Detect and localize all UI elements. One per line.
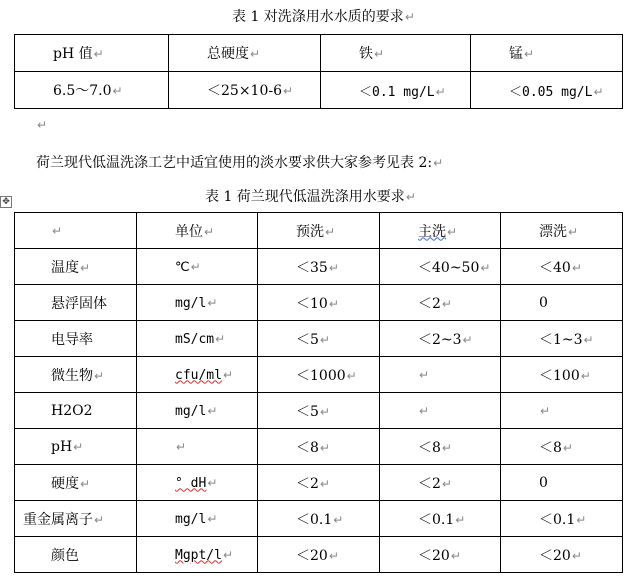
table-cell[interactable]: 0 bbox=[501, 465, 623, 501]
table-cell[interactable]: ＜2~3↵ bbox=[380, 321, 501, 357]
table-header-cell[interactable]: 总硬度↵ bbox=[169, 35, 321, 72]
table-header-cell[interactable]: 单位↵ bbox=[137, 213, 258, 249]
table-row bbox=[15, 35, 623, 72]
row-label-cell[interactable]: H2O2 bbox=[15, 393, 137, 429]
row-label-cell[interactable]: 电导率 bbox=[15, 321, 137, 357]
row-label-cell[interactable]: 微生物↵ bbox=[15, 357, 137, 393]
table-cell[interactable]: 0 bbox=[501, 285, 623, 321]
table-row bbox=[15, 213, 623, 249]
table-cell[interactable]: ＜8↵ bbox=[380, 429, 501, 465]
table-cell[interactable]: ＜0.1↵ bbox=[380, 501, 501, 537]
table-cell[interactable]: ＜2↵ bbox=[380, 285, 501, 321]
table-header-cell[interactable]: 主洗↵ bbox=[380, 213, 501, 249]
table-cell[interactable]: ＜25×10-6↵ bbox=[169, 72, 321, 109]
table-cell[interactable]: ℃↵ bbox=[137, 249, 258, 285]
row-label-cell[interactable]: pH↵ bbox=[15, 429, 137, 465]
table-cell[interactable]: ↵ bbox=[137, 429, 258, 465]
table-cell[interactable]: ＜35↵ bbox=[258, 249, 380, 285]
paragraph-mark-icon: ↵ bbox=[405, 190, 416, 204]
table-cell[interactable]: ＜0.1↵ bbox=[501, 501, 623, 537]
table-row bbox=[15, 357, 623, 393]
table-cell[interactable]: ＜2↵ bbox=[258, 465, 380, 501]
table-cell[interactable]: ＜20↵ bbox=[380, 537, 501, 573]
table-row bbox=[15, 537, 623, 573]
body-paragraph[interactable]: 荷兰现代低温洗涤工艺中适宜使用的淡水要求供大家参考见表 2:↵ bbox=[36, 155, 444, 171]
table-cell[interactable]: ＜5↵ bbox=[258, 393, 380, 429]
table-cell[interactable]: ° dH↵ bbox=[137, 465, 258, 501]
table-cell[interactable]: ＜1000↵ bbox=[258, 357, 380, 393]
table-cell[interactable]: mg/l↵ bbox=[137, 285, 258, 321]
table-header-cell[interactable]: pH 值↵ bbox=[15, 35, 169, 72]
table-header-cell[interactable]: 漂洗↵ bbox=[501, 213, 623, 249]
table-header-cell[interactable]: 预洗↵ bbox=[258, 213, 380, 249]
table-cell[interactable]: ↵ bbox=[380, 357, 501, 393]
table-cell[interactable]: ＜0.1↵ bbox=[258, 501, 380, 537]
table-cell[interactable]: ＜8↵ bbox=[501, 429, 623, 465]
table-move-handle-icon[interactable]: ✥ bbox=[0, 196, 12, 208]
table-cell[interactable]: ＜0.05 mg/L↵ bbox=[471, 72, 623, 109]
table-header-cell[interactable]: ↵ bbox=[15, 213, 137, 249]
table-row bbox=[15, 393, 623, 429]
empty-paragraph[interactable] bbox=[36, 117, 47, 133]
table-cell[interactable]: ↵ bbox=[380, 393, 501, 429]
table2-caption: 表 1 荷兰现代低温洗涤用水要求↵ bbox=[205, 189, 416, 205]
row-label-cell[interactable]: 温度↵ bbox=[15, 249, 137, 285]
row-label-cell[interactable]: 悬浮固体 bbox=[15, 285, 137, 321]
table-cell[interactable]: ＜0.1 mg/L↵ bbox=[321, 72, 471, 109]
table1-caption: 表 1 对洗涤用水水质的要求↵ bbox=[232, 9, 415, 25]
table-cell[interactable]: mg/l↵ bbox=[137, 501, 258, 537]
row-label-cell[interactable]: 重金属离子↵ bbox=[15, 501, 137, 537]
table-row bbox=[15, 429, 623, 465]
table-cell[interactable]: ＜100↵ bbox=[501, 357, 623, 393]
table-row bbox=[15, 285, 623, 321]
table-row bbox=[15, 321, 623, 357]
table-row bbox=[15, 72, 623, 109]
table-cell[interactable]: ＜1~3↵ bbox=[501, 321, 623, 357]
table-cell[interactable]: ＜40~50↵ bbox=[380, 249, 501, 285]
table-cell[interactable]: cfu/ml↵ bbox=[137, 357, 258, 393]
table-cell[interactable]: mg/l↵ bbox=[137, 393, 258, 429]
table-cell[interactable]: ＜2↵ bbox=[380, 465, 501, 501]
row-label-cell[interactable]: 硬度↵ bbox=[15, 465, 137, 501]
table-header-cell[interactable]: 锰↵ bbox=[471, 35, 623, 72]
table-row bbox=[15, 249, 623, 285]
paragraph-mark-icon: ↵ bbox=[404, 10, 415, 24]
table-cell[interactable]: mS/cm↵ bbox=[137, 321, 258, 357]
low-temp-washing-water-table bbox=[14, 212, 623, 573]
table-cell[interactable]: ＜10↵ bbox=[258, 285, 380, 321]
table-row bbox=[15, 465, 623, 501]
table-cell[interactable]: ＜40↵ bbox=[501, 249, 623, 285]
table-cell[interactable]: ＜5↵ bbox=[258, 321, 380, 357]
table-header-cell[interactable]: 铁↵ bbox=[321, 35, 471, 72]
paragraph-mark-icon: ↵ bbox=[37, 118, 48, 132]
table-cell[interactable]: ＜20↵ bbox=[258, 537, 380, 573]
water-quality-table bbox=[14, 34, 623, 109]
table-cell[interactable]: Mgpt/l↵ bbox=[137, 537, 258, 573]
paragraph-mark-icon: ↵ bbox=[433, 156, 444, 170]
row-label-cell[interactable]: 颜色 bbox=[15, 537, 137, 573]
table-cell[interactable]: 6.5～7.0↵ bbox=[15, 72, 169, 109]
table-row bbox=[15, 501, 623, 537]
table-cell[interactable]: ＜8↵ bbox=[258, 429, 380, 465]
table-cell[interactable]: ＜20↵ bbox=[501, 537, 623, 573]
table-cell[interactable]: ↵ bbox=[501, 393, 623, 429]
